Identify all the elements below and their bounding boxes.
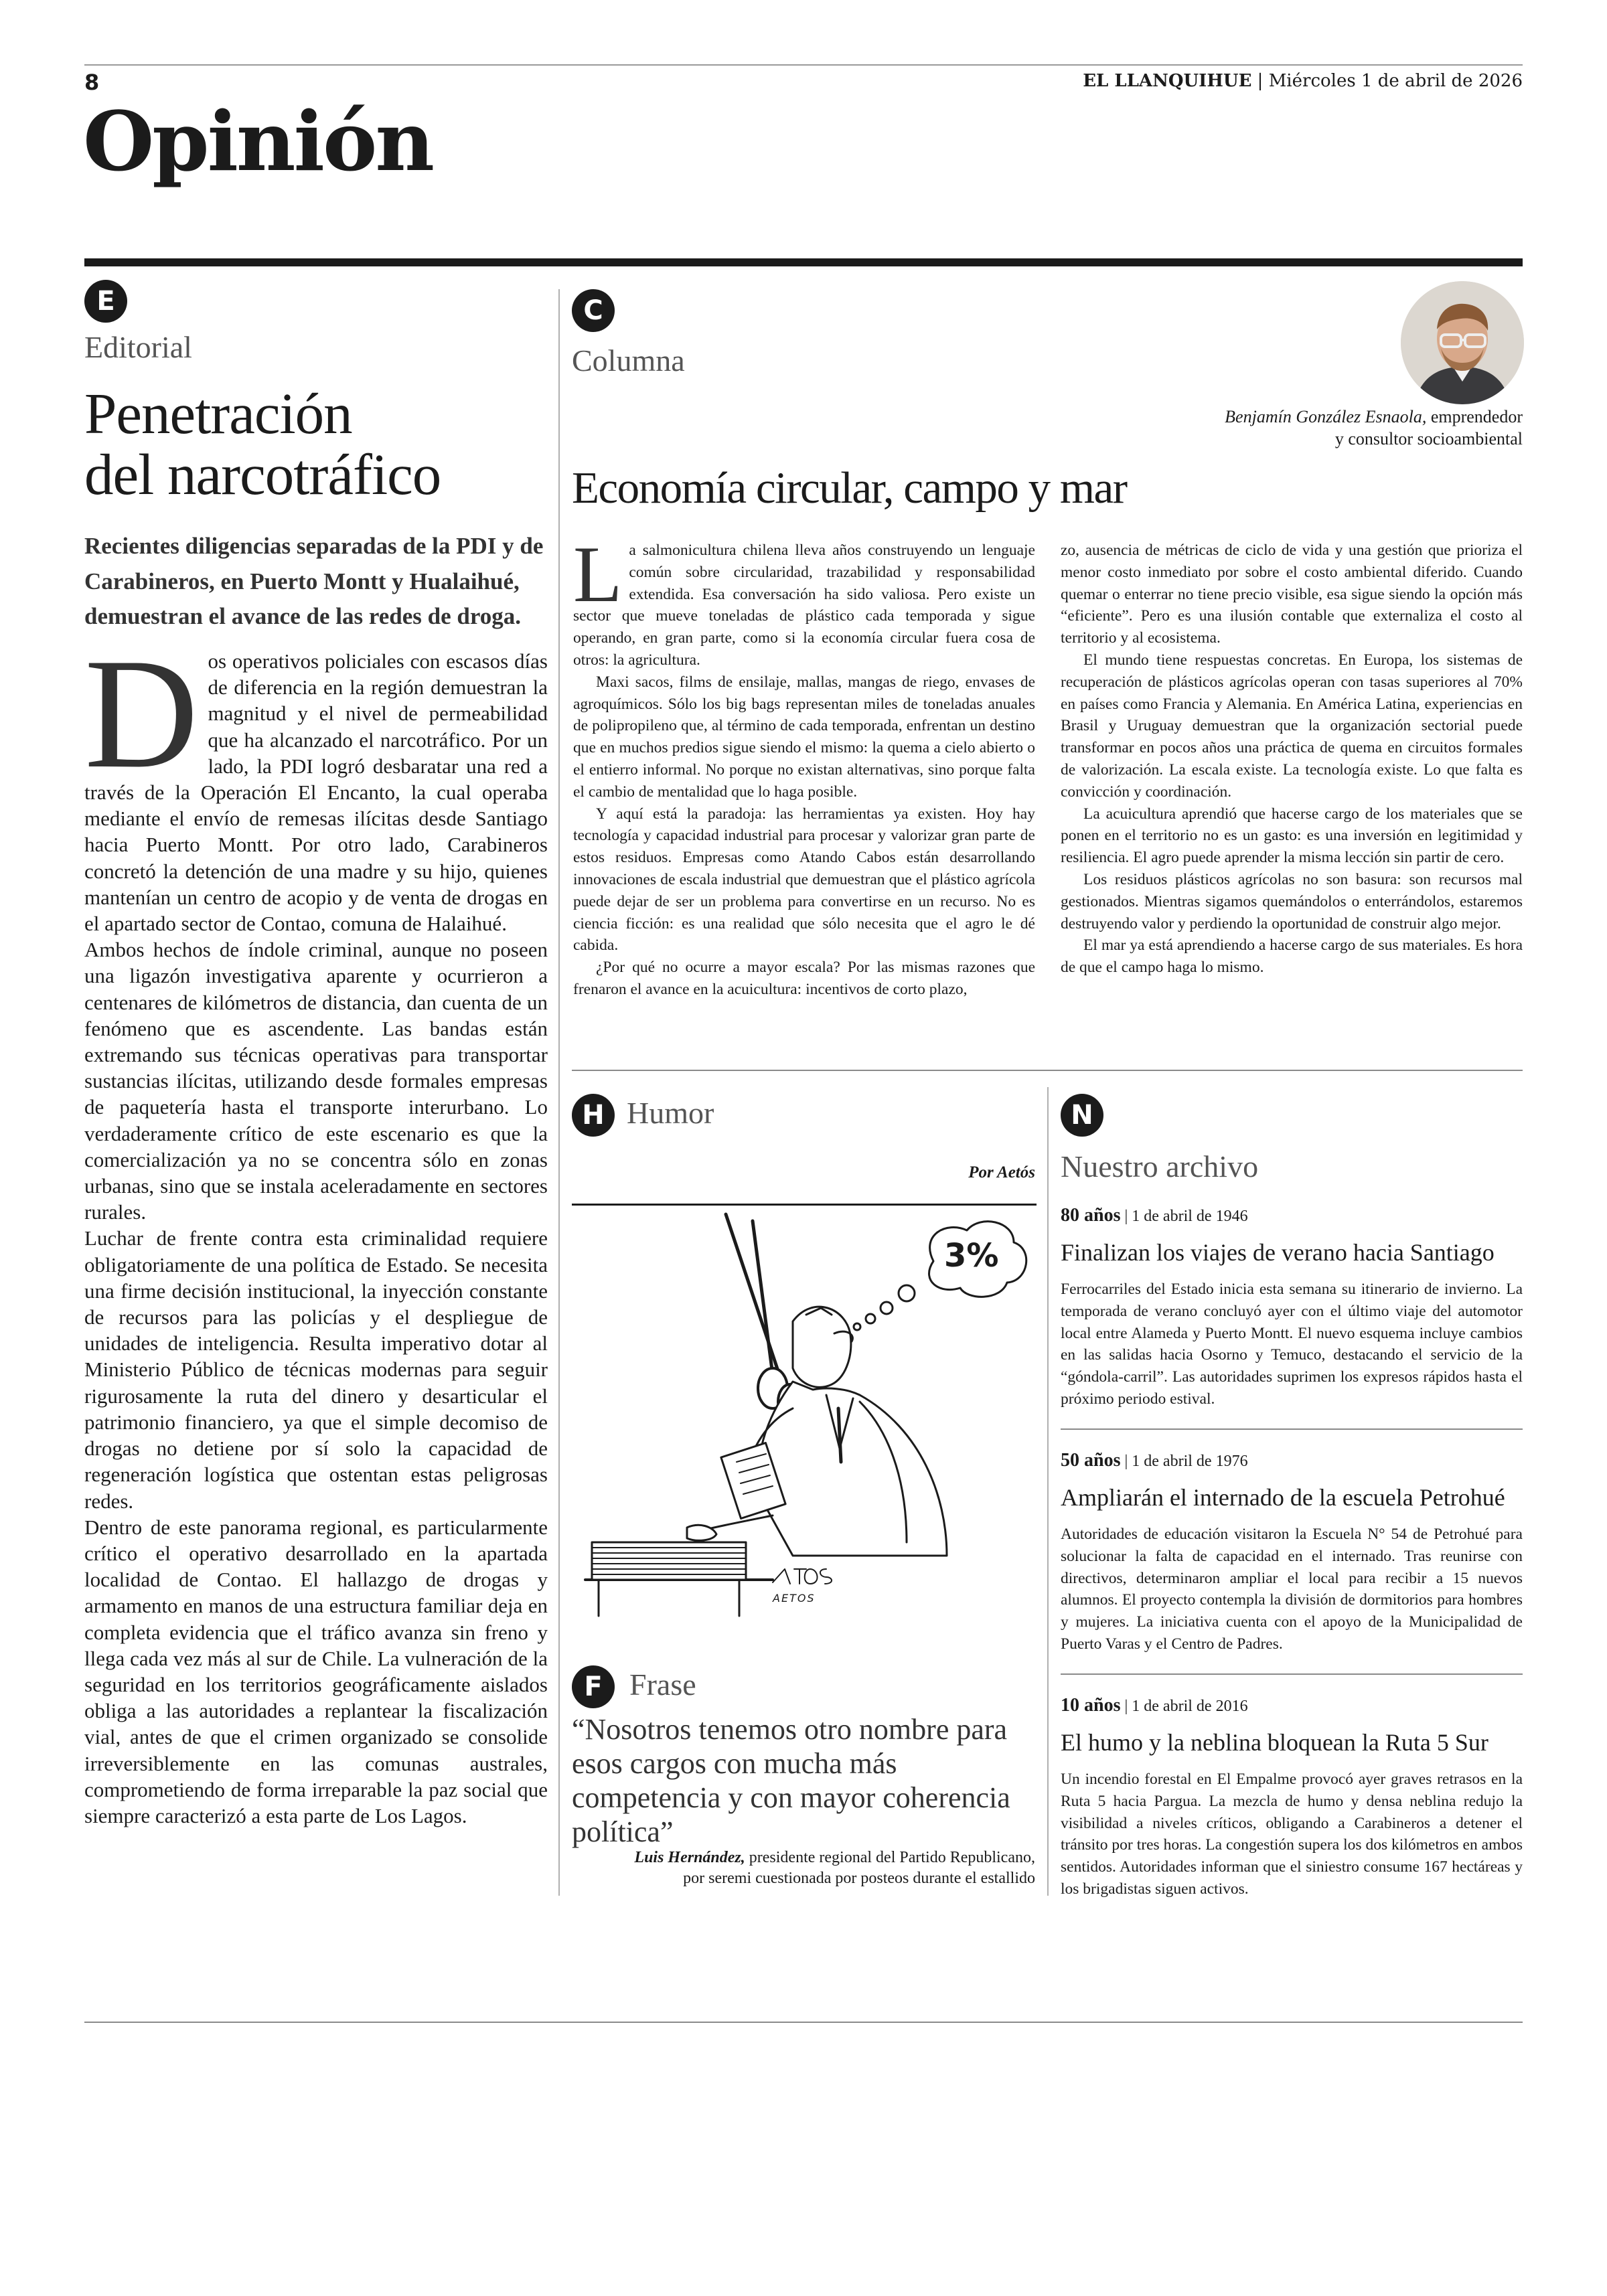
cartoon <box>572 1208 1037 1632</box>
archive-item-1: 80 años | 1 de abril de 1946 Finalizan los viajes de verano hacia Santiago Ferrocarriles del Estado inicia esta semana su itinerario de invierno. La temporada de verano concluyó ayer con el último viaje del automotor local entre Alameda y Puerto Montt. El nuevo esquema incluye cambios en las salidas hacia Osorno y Temuco, destacando el servicio de la “góndola-carril”. Las autoridades suprimen los expresos rápidos hasta el próximo periodo estival. <box>1061 1205 1523 1410</box>
cartoon-bubble-text: 3% <box>944 1237 999 1275</box>
column-separator <box>558 289 560 1896</box>
column-paragraph-5: zo, ausencia de métricas de ciclo de vida y una gestión que prioriza el menor costo inmediato por sobre el costo ambiental diferido. Cuando quemar o enterrar no tiene precio visible, esa sigue siendo la opción más “eficiente”. Pero es una ilusión contable que externaliza el costo al territorio y al ecosistema. <box>1061 542 1523 647</box>
frase-role-1: presidente regional del Partido Republicano, <box>749 1849 1035 1866</box>
author-role-1: emprendedor <box>1430 407 1523 426</box>
archive-item-1-headline: Finalizan los viajes de verano hacia Santiago <box>1061 1239 1495 1266</box>
column-bottom-rule <box>572 1070 1523 1071</box>
archive-item-1-date: 1 de abril de 1946 <box>1132 1208 1248 1225</box>
newspaper-name: EL LLANQUIHUE <box>1083 71 1252 91</box>
page-number: 8 <box>84 70 100 95</box>
archive-item-2-text: Autoridades de educación visitaron la Escuela N° 54 de Petrohué para solucionar la falta de capacidad en el internado. Tras reunirse con directivos, determinaron ampliar el local para recibir a 15 nuevos alumnos. El proyecto contempla la división de dormitorios para hombres y mujeres. La iniciativa cuenta con el apoyo de la Municipalidad de Puerto Varas y el Centro de Padres. <box>1061 1526 1523 1653</box>
column-paragraph-6: El mundo tiene respuestas concretas. En Europa, los sistemas de recuperación de plásticos agrícolas operan con tasas superiores al 70% en países como Francia y Alemania. En América Latina, experiencias en Brasil y Uruguay demuestran que la organización sectorial puede transformar en pocos años una práctica de quema en circuitos formales de valorización. La escala existe. La tecnología existe. Lo que falta es convicción y coordinación. <box>1061 651 1523 801</box>
column-paragraph-4: ¿Por qué no ocurre a mayor escala? Por las mismas razones que frenaron el avance en la acuicultura: incentivos de corto plazo, <box>573 959 1035 998</box>
editorial-paragraph-1: os operativos policiales con escasos días de diferencia en la región demuestran la magnitud y el nivel de permeabilidad que ha alcanzado el narcotráfico. Por un lado, la PDI logró desbaratar una red a través de la Operación El Encanto, la cual operaba mediante el envío de remesas ilícitas desde Santiago hacia Puerto Montt. Por otro lado, Carabineros concretó la detención de una madre y su hijo, quienes mantenían un centro de acopio y de venta de drogas en el apartado sector de Contao, comuna de Halaihué. <box>84 649 548 936</box>
archive-item-3-date: 1 de abril de 2016 <box>1132 1698 1248 1715</box>
column-paragraph-2: Maxi sacos, films de ensilaje, mallas, mangas de riego, envases de agroquímicos. Sólo los big bags representan miles de toneladas anuales de polipropileno que, al término de cada temporada, enfrentan un destino que en muchos predios sigue siendo el mismo: la quema a cielo abierto o el entierro informal. No porque no existan alternativas, sino porque falta el cambio de mentalidad que lo haga posible. <box>573 673 1035 801</box>
issue-date: Miércoles 1 de abril de 2026 <box>1268 71 1523 91</box>
editorial-badge: E <box>84 280 127 323</box>
column-body-right <box>1061 540 1523 979</box>
archive-item-3: 10 años | 1 de abril de 2016 El humo y la neblina bloquean la Ruta 5 Sur Un incendio forestal en El Empalme provocó ayer graves retrasos en la Ruta 5 hacia Pargua. La mezcla de humo y densa neblina redujo la visibilidad a niveles críticos, obligando a Carabineros a detener el tránsito por tres horas. La congestión supera los dos kilómetros en ambos sentidos. Autoridades informan que el siniestro consume 167 hectáreas y los brigadistas siguen activos. <box>1061 1695 1523 1900</box>
archive-item-3-text: Un incendio forestal en El Empalme provocó ayer graves retrasos en la Ruta 5 hacia Pargua. La mezcla de humo y densa neblina redujo la visibilidad a niveles críticos, obligando a Carabineros a detener el tránsito por tres horas. La congestión supera los dos kilómetros en ambos sentidos. Autoridades informan que el siniestro consume 167 hectáreas y los brigadistas siguen activos. <box>1061 1771 1523 1898</box>
top-rule <box>84 64 1523 66</box>
column-paragraph-8: Los residuos plásticos agrícolas no son basura: son recursos mal gestionados. Mientras sigamos quemándolos o enterrándolos, estaremos destruyendo valor y perdiendo la oportunidad de construir algo mejor. <box>1061 870 1523 932</box>
column-paragraph-9: El mar ya está aprendiendo a hacerse cargo de sus materiales. Es hora de que el campo haga lo mismo. <box>1061 936 1523 977</box>
section-rule <box>84 258 1523 266</box>
column-paragraph-3: Y aquí está la paradoja: las herramientas ya existen. Hoy hay tecnología y capacidad industrial para procesar y valorizar gran parte de estos residuos. Empresas como Atando Cabos están desarrollando innovaciones de escala industrial que demuestran que el plástico agrícola puede dejar de ser un problema para convertirse en un recurso. No es ciencia ficción: es una realidad que sólo necesita que el agro le dé cabida. <box>573 805 1035 955</box>
column-headline: Economía circular, campo y mar <box>572 463 1127 513</box>
archive-item-3-years: 10 años <box>1061 1695 1121 1716</box>
humor-badge: H <box>572 1094 615 1137</box>
humor-label: Humor <box>627 1096 714 1130</box>
archive-item-2: 50 años | 1 de abril de 1976 Ampliarán el internado de la escuela Petrohué Autoridades de educación visitaron la Escuela N° 54 de Petrohué para solucionar la falta de capacidad en el internado. Tras reunirse con directivos, determinaron ampliar el local para recibir a 15 nuevos alumnos. El proyecto contempla la división de dormitorios para hombres y mujeres. La iniciativa cuenta con el apoyo de la Municipalidad de Puerto Varas y el Centro de Padres. <box>1061 1450 1523 1655</box>
author-role-2: y consultor socioambiental <box>1334 429 1523 448</box>
archive-label: Nuestro archivo <box>1061 1149 1259 1183</box>
archive-item-2-date: 1 de abril de 1976 <box>1132 1453 1248 1470</box>
editorial-paragraph-2: Ambos hechos de índole criminal, aunque no poseen una ligazón investigativa aparente y ocurrieron a centenares de kilómetros de distancia, dan cuenta de un fenómeno que es ascendente. Las bandas están extremando sus técnicas operativas para transportar sustancias ilícitas, utilizando desde formales empresas de paquetería hasta el transporte interurbano. Lo verdaderamente crítico de este escenario es que la comercialización ya no se concentra sólo en zonas urbanas, sino que se instala aceleradamente en sectores rurales. <box>84 938 548 1224</box>
editorial-headline-line1: Penetración <box>84 381 352 446</box>
frase-quote: “Nosotros tenemos otro nombre para esos cargos con mucha más competencia y con mayor coherencia política” <box>572 1713 1010 1848</box>
author-photo <box>1401 281 1524 404</box>
column-body-left <box>573 529 1035 1001</box>
column-dropcap: L <box>573 529 623 619</box>
column-paragraph-7: La acuicultura aprendió que hacerse cargo de los materiales que se ponen en el territorio no es un gasto: es una inversión en legitimidad y resiliencia. El agro puede aprender la misma lección sin partir de cero. <box>1061 805 1523 867</box>
archive-item-1-text: Ferrocarriles del Estado inicia esta semana su itinerario de invierno. La temporada de verano concluyó ayer con el último viaje del automotor local entre Alameda y Puerto Montt. El nuevo esquema incluye cambios en las salidas hacia Osorno y Temuco, destacando el servicio de la “góndola-carril”. Las autoridades suprimen los expresos rápidos hasta el próximo periodo estival. <box>1061 1281 1523 1408</box>
masthead: EL LLANQUIHUE | Miércoles 1 de abril de 2026 <box>1083 71 1523 91</box>
page-bottom-rule <box>84 2022 1523 2023</box>
frase-author: Luis Hernández, <box>634 1849 745 1866</box>
archive-rule-2 <box>1061 1673 1523 1675</box>
archive-item-2-years: 50 años <box>1061 1450 1121 1471</box>
editorial-paragraph-4: Dentro de este panorama regional, es particularmente crítico el operativo desarrollado en la apartada localidad de Contao. El hallazgo de drogas y armamento en manos de una estructura familiar deja en completa evidencia que el tráfico avanza sin freno y llega cada vez más al sur de Chile. La vulneración de la seguridad en los territorios geográficamente aislados obliga a las autoridades a replantear la fiscalización vial, antes de que el crimen organizado se consolide irreversiblemente en las comunas australes, comprometiendo de forma irreparable la paz social que siempre caracterizó a esta parte de Los Lagos. <box>84 1515 548 1827</box>
archive-item-3-headline: El humo y la neblina bloquean la Ruta 5 Sur <box>1061 1729 1488 1756</box>
archive-separator <box>1047 1087 1049 1896</box>
frase-label: Frase <box>629 1667 696 1702</box>
archive-badge: N <box>1061 1094 1103 1137</box>
column-author <box>1148 406 1523 450</box>
editorial-dropcap: D <box>84 627 199 801</box>
editorial-lead: Recientes diligencias separadas de la PDI y de Carabineros, en Puerto Montt y Hualaihué, demuestran el avance de las redes de droga. <box>84 533 544 629</box>
archive-item-2-headline: Ampliarán el internado de la escuela Petrohué <box>1061 1484 1505 1511</box>
frase-role-2: por seremi cuestionada por posteos durante el estallido <box>683 1870 1035 1887</box>
humor-credit: Por Aetós <box>968 1163 1035 1181</box>
archive-rule-1 <box>1061 1428 1523 1430</box>
archive-item-1-years: 80 años <box>1061 1205 1121 1226</box>
author-name: Benjamín González Esnaola, <box>1225 407 1427 426</box>
frase-badge: F <box>572 1665 615 1708</box>
editorial-body <box>84 627 548 1829</box>
column-paragraph-1: a salmonicultura chilena lleva años construyendo un lenguaje común sobre circularidad, trazabilidad y responsabilidad extendida. Esa conversación ha sido valiosa. Pero existe un sector que mueve toneladas de plástico cada temporada y sigue operando, en gran parte, como si la economía circular fuera cosa de otros: la agricultura. <box>573 542 1035 669</box>
frase-attribution <box>572 1848 1035 1889</box>
cartoon-signature: AETOS <box>773 1592 816 1605</box>
editorial-headline-line2: del narcotráfico <box>84 442 441 507</box>
editorial-paragraph-3: Luchar de frente contra esta criminalidad requiere obligatoriamente de una política de Estado. Se necesita una firme decisión institucional, la inyección constante de recursos para las policías y el despliegue de unidades de inteligencia. Resulta imperativo dotar al Ministerio Público de técnicas modernas para seguir rigurosamente la ruta del dinero y desarticular el patrimonio financiero, ya que el simple decomiso de drogas no detiene por sí solo la capacidad de regeneración logística que ostentan estas peligrosas redes. <box>84 1226 548 1513</box>
section-title: Opinión <box>83 93 433 189</box>
cartoon-top-rule <box>572 1204 1037 1206</box>
column-label: Columna <box>572 343 685 378</box>
editorial-headline <box>84 383 441 505</box>
column-badge: C <box>572 289 615 332</box>
editorial-label: Editorial <box>84 330 192 364</box>
